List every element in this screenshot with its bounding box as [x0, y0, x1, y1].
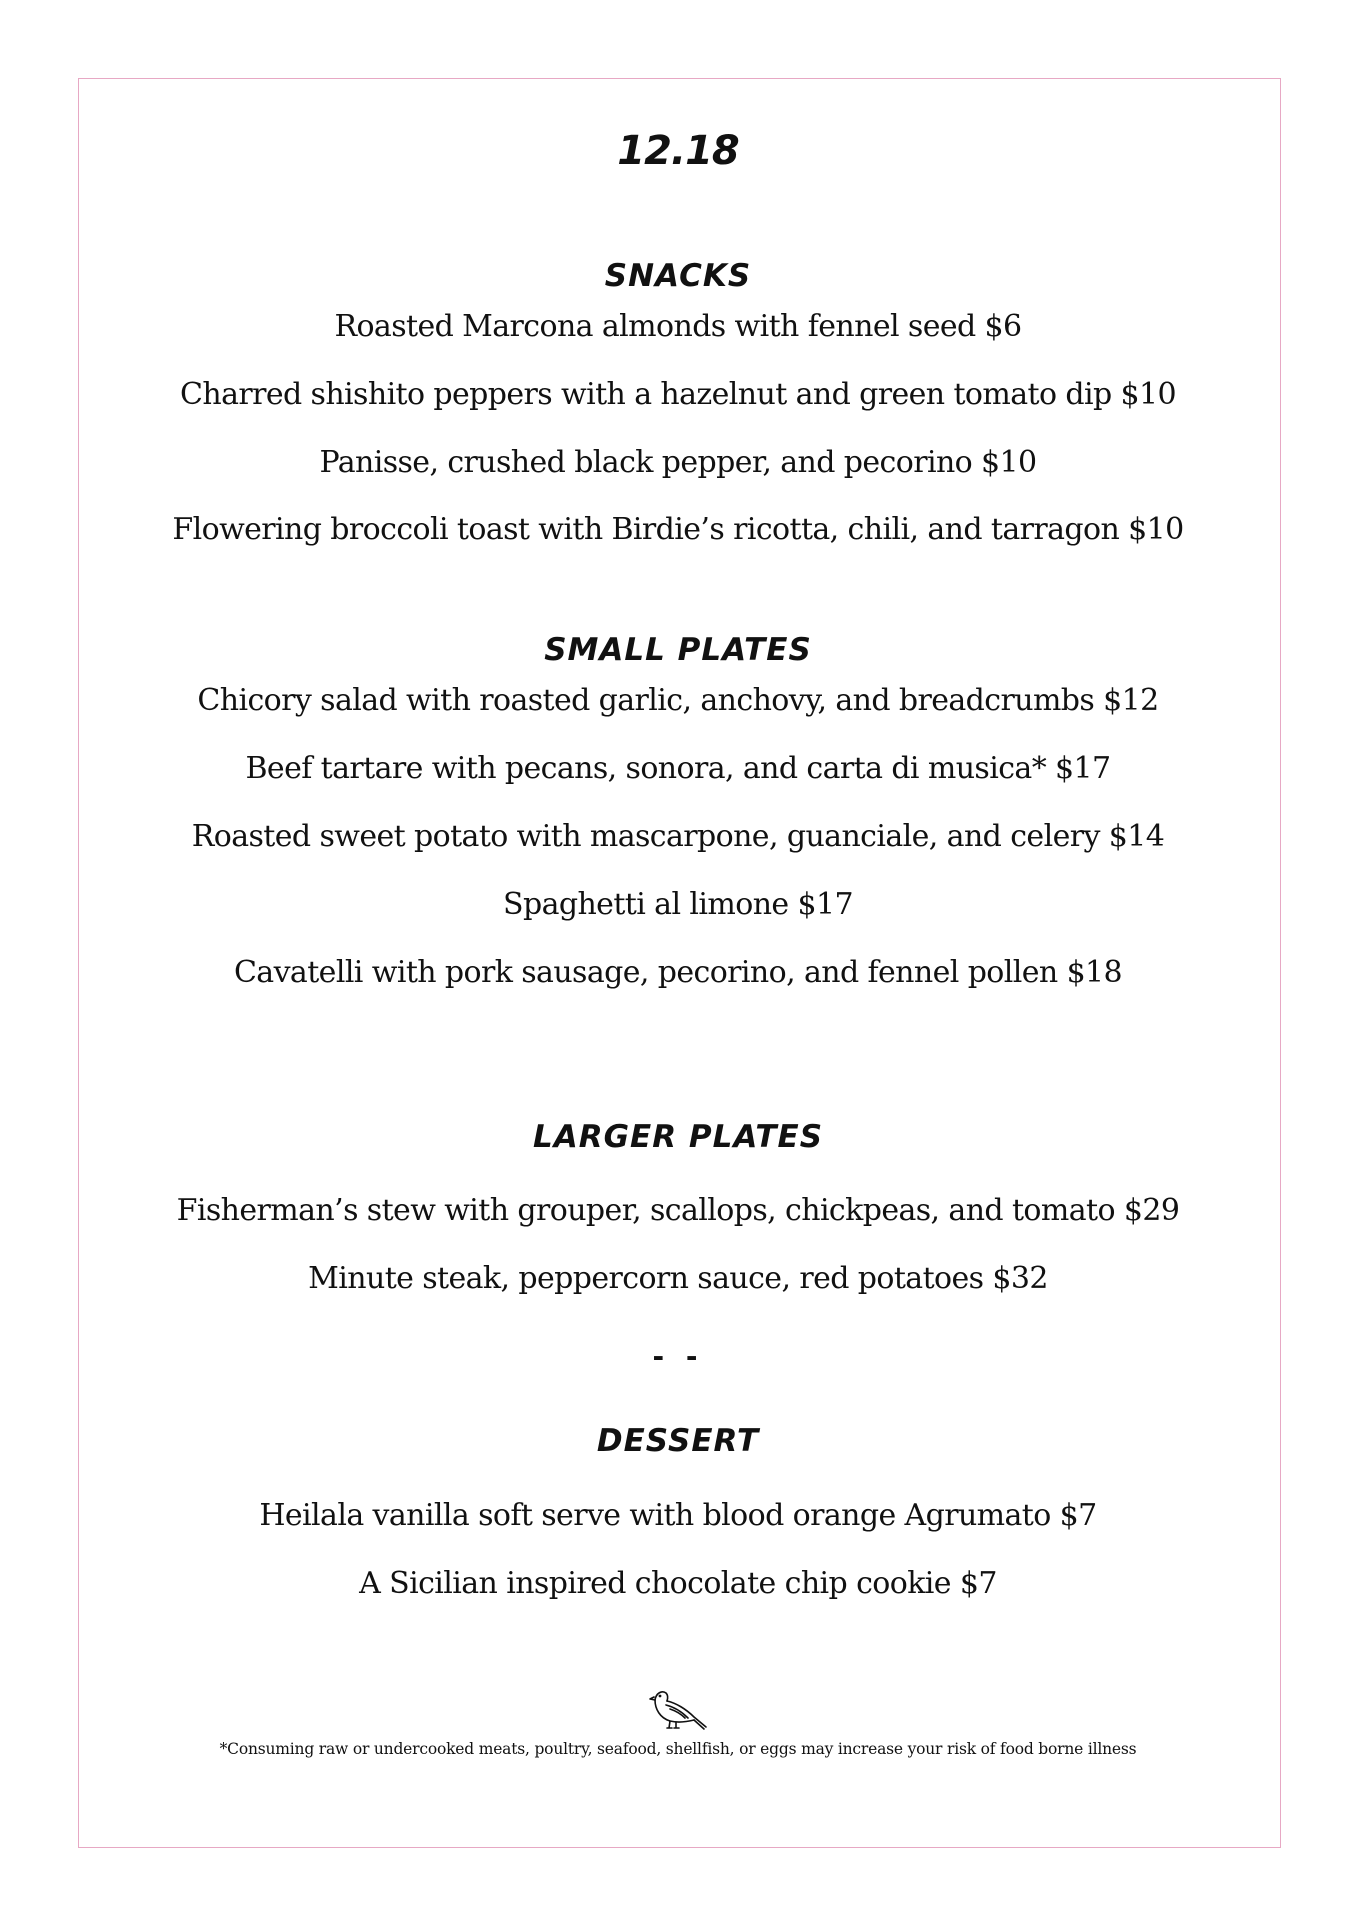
- menu-item: Chicory salad with roasted garlic, anchovy, and breadcrumbs $12: [197, 683, 1159, 718]
- menu-date: 12.18: [617, 128, 739, 174]
- menu-item: Heilala vanilla soft serve with blood orange Agrumato $7: [259, 1498, 1097, 1533]
- menu-item: Fisherman’s stew with grouper, scallops, chickpeas, and tomato $29: [176, 1193, 1180, 1228]
- bird-icon: [648, 1685, 708, 1731]
- menu-item: Roasted sweet potato with mascarpone, guanciale, and celery $14: [191, 819, 1165, 854]
- allergy-footnote: *Consuming raw or undercooked meats, poultry, seafood, shellfish, or eggs may increase your risk of food borne illness: [219, 1740, 1137, 1758]
- menu-item: Beef tartare with pecans, sonora, and carta di musica* $17: [245, 751, 1111, 786]
- menu-item: A Sicilian inspired chocolate chip cookie $7: [359, 1566, 997, 1601]
- menu-item: Charred shishito peppers with a hazelnut and green tomato dip $10: [180, 377, 1176, 412]
- section-divider: - -: [652, 1340, 704, 1373]
- menu-item: Roasted Marcona almonds with fennel seed $6: [334, 309, 1022, 344]
- section-heading-dessert: DESSERT: [596, 1423, 760, 1459]
- menu-item: Flowering broccoli toast with Birdie’s ricotta, chili, and tarragon $10: [172, 512, 1184, 547]
- section-heading-snacks: SNACKS: [604, 258, 752, 294]
- menu-item: Panisse, crushed black pepper, and pecorino $10: [319, 445, 1037, 480]
- menu-item: Spaghetti al limone $17: [503, 887, 853, 922]
- section-heading-larger-plates: LARGER PLATES: [532, 1119, 824, 1155]
- menu-item: Cavatelli with pork sausage, pecorino, and fennel pollen $18: [233, 955, 1123, 990]
- section-heading-small-plates: SMALL PLATES: [544, 632, 812, 668]
- menu-item: Minute steak, peppercorn sauce, red potatoes $32: [308, 1261, 1048, 1296]
